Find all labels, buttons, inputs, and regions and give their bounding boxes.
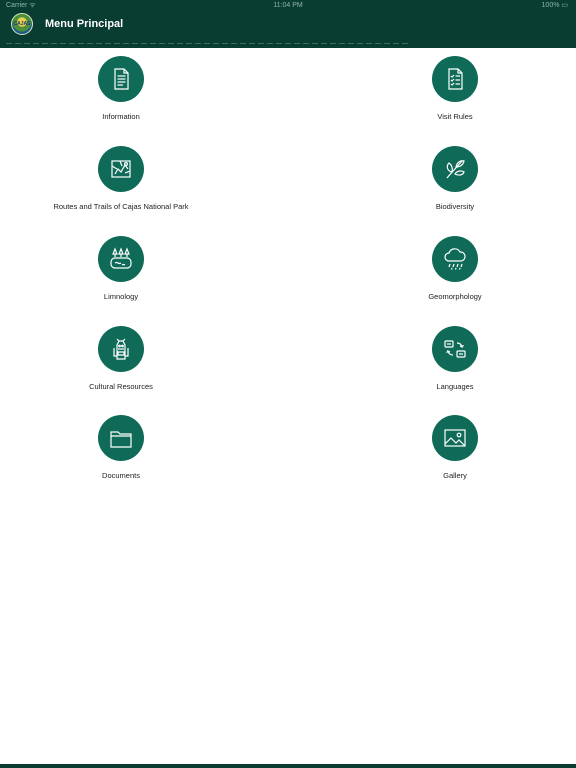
limnology-button[interactable] bbox=[98, 236, 144, 282]
gallery-button[interactable] bbox=[432, 415, 478, 461]
menu-item-label: Gallery bbox=[443, 471, 467, 480]
lake-trees-icon bbox=[106, 244, 136, 274]
menu-item-label: Information bbox=[102, 112, 140, 121]
languages-button[interactable] bbox=[432, 326, 478, 372]
menu-item-cultural-resources[interactable] bbox=[21, 326, 221, 391]
menu-item-label: Geomorphology bbox=[428, 292, 482, 301]
park-logo[interactable] bbox=[11, 13, 33, 35]
status-time: 11:04 PM bbox=[273, 2, 303, 9]
image-icon bbox=[440, 423, 470, 453]
routes-trails-button[interactable] bbox=[98, 146, 144, 192]
document-icon bbox=[106, 64, 136, 94]
menu-item-visit-rules[interactable] bbox=[355, 56, 555, 121]
bottom-edge bbox=[0, 764, 576, 768]
menu-item-label: Cultural Resources bbox=[89, 382, 153, 391]
totem-icon bbox=[106, 334, 136, 364]
carrier-label: Carrier ᯤ bbox=[6, 2, 36, 9]
menu-item-languages[interactable] bbox=[355, 326, 555, 391]
status-bar bbox=[0, 0, 576, 12]
documents-button[interactable] bbox=[98, 415, 144, 461]
translate-icon bbox=[440, 334, 470, 364]
rain-cloud-icon bbox=[440, 244, 470, 274]
menu-item-label: Documents bbox=[102, 471, 140, 480]
biodiversity-button[interactable] bbox=[432, 146, 478, 192]
geomorphology-button[interactable] bbox=[432, 236, 478, 282]
cultural-resources-button[interactable] bbox=[98, 326, 144, 372]
map-icon bbox=[106, 154, 136, 184]
menu-item-biodiversity[interactable] bbox=[355, 146, 555, 211]
menu-item-label: Limnology bbox=[103, 292, 139, 301]
menu-item-geomorphology[interactable] bbox=[355, 236, 555, 301]
menu-grid bbox=[0, 48, 576, 768]
information-button[interactable] bbox=[98, 56, 144, 102]
logo-text: CAJAS bbox=[13, 21, 31, 27]
menu-item-label: Languages bbox=[436, 382, 474, 391]
menu-item-gallery[interactable] bbox=[355, 415, 555, 480]
visit-rules-button[interactable] bbox=[432, 56, 478, 102]
navigation-bar bbox=[0, 12, 576, 48]
leaves-icon bbox=[440, 154, 470, 184]
menu-item-label: Visit Rules bbox=[437, 112, 473, 121]
header-divider bbox=[6, 43, 411, 44]
page-title: Menu Principal bbox=[45, 18, 124, 30]
menu-item-information[interactable] bbox=[21, 56, 221, 121]
checklist-icon bbox=[440, 64, 470, 94]
menu-item-limnology[interactable] bbox=[21, 236, 221, 301]
folder-icon bbox=[106, 423, 136, 453]
menu-item-label: Routes and Trails of Cajas National Park bbox=[53, 202, 189, 211]
battery-indicator: 100% ▭ bbox=[541, 2, 568, 9]
menu-item-label: Biodiversity bbox=[435, 202, 475, 211]
menu-item-documents[interactable] bbox=[21, 415, 221, 480]
menu-item-routes-trails[interactable] bbox=[21, 146, 221, 211]
